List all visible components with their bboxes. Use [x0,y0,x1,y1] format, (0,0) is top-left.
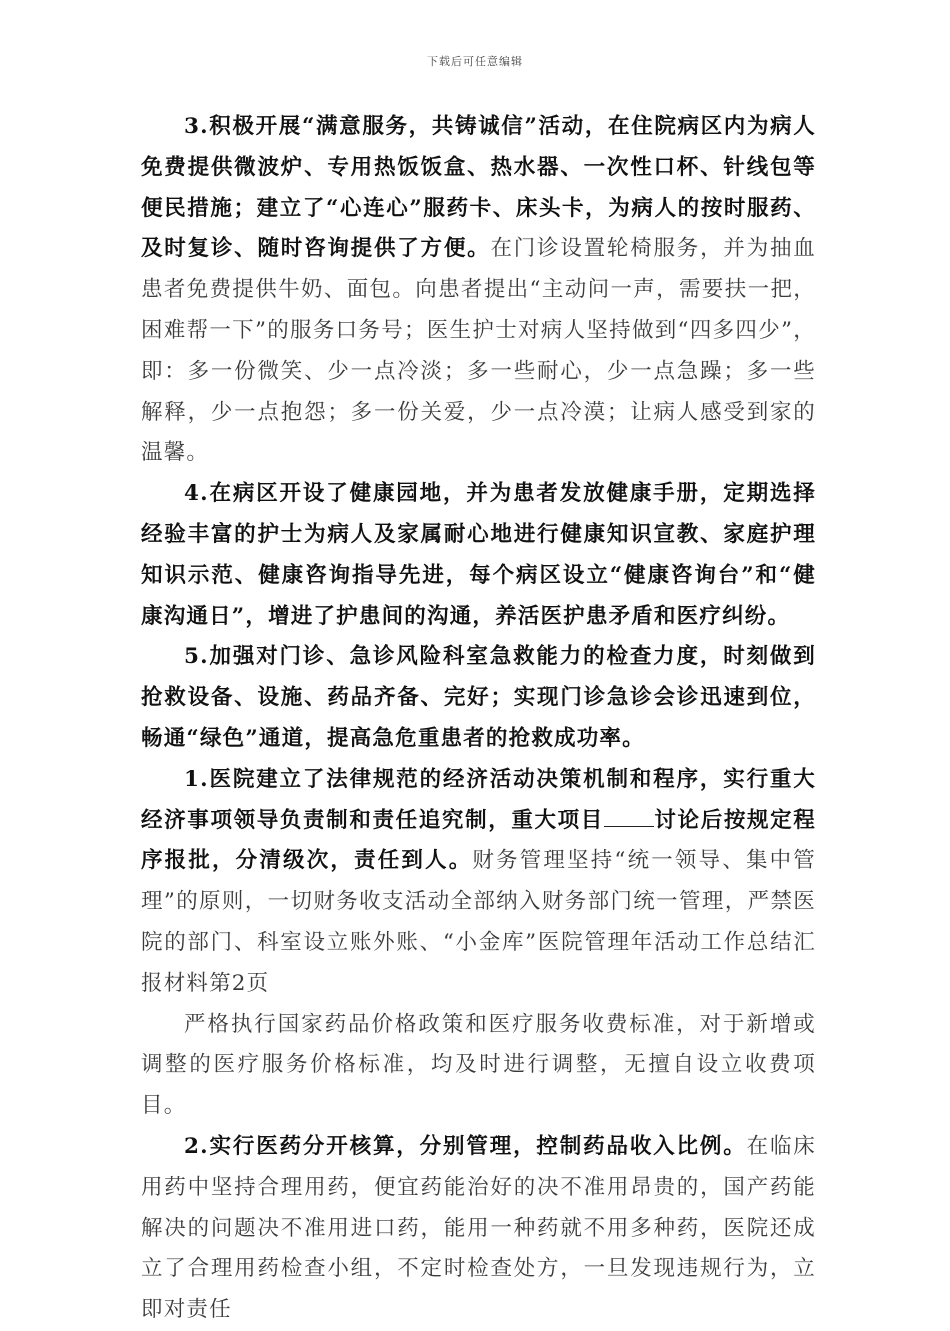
page-header: 下载后可任意编辑 [427,55,523,68]
paragraph-4 [141,474,816,637]
paragraph-bold-text: 2.实行医药分开核算，分别管理，控制药品收入比例。 [184,1133,747,1159]
paragraph-bold-text: 讨论后按规定程序报批，分清级次，责任到人。 [141,807,816,874]
document-body [141,107,816,1331]
paragraph-price [141,1005,816,1127]
paragraph-5 [141,637,816,759]
paragraph-bold-text: 1.医院建立了法律规范的经济活动决策机制和程序，实行重大经济事项领导负责制和责任追究制，重大项目 [141,766,816,833]
paragraph-text: 财务管理坚持“统一领导、集中管理”的原则，一切财务收支活动全部纳入财务部门统一管理，严禁医院的部门、科室设立账外账、“小金库”医院管理年活动工作总结汇报材料第2页 [141,848,816,996]
paragraph-3 [141,107,816,474]
paragraph-text: 严格执行国家药品价格政策和医疗服务收费标准，对于新增或调整的医疗服务价格标准，均及时进行调整，无擅自设立收费项目。 [141,1011,816,1119]
paragraph-text: 在门诊设置轮椅服务，并为抽血患者免费提供牛奶、面包。向患者提出“主动问一声，需要扶一把，困难帮一下”的服务口务号；医生护士对病人坚持做到“四多四少”，即：多一份微笑、少一点冷淡；多一些耐心，少一点急躁；多一些解释，少一点抱怨；多一份关爱，少一点冷漠；让病人感受到家的温馨。 [141,236,816,466]
paragraph-2 [141,1127,816,1331]
paragraph-bold-text: 5.加强对门诊、急诊风险科室急救能力的检查力度，时刻做到抢救设备、设施、药品齐备、完好；实现门诊急诊会诊迅速到位，畅通“绿色”通道，提高急危重患者的抢救成功率。 [141,644,816,751]
paragraph-text: 在临床用药中坚持合理用药，便宜药能治好的决不准用昂贵的，国产药能解决的问题决不准用进口药，能用一种药就不用多种药，医院还成立了合理用药检查小组，不定时检查处方，一旦发现违规行为，立即对责任 [141,1133,816,1323]
paragraph-1 [141,760,816,1005]
paragraph-bold-text: 4.在病区开设了健康园地，并为患者发放健康手册，定期选择经验丰富的护士为病人及家属耐心地进行健康知识宣教、家庭护理知识示范、健康咨询指导先进，每个病区设立“健康咨询台”和“健康沟通日”，增进了护患间的沟通，养活医护患矛盾和医疗纠纷。 [141,481,816,629]
fill-in-blank [604,808,654,827]
paragraph-bold-text: 3.积极开展“满意服务，共铸诚信”活动，在住院病区内为病人免费提供微波炉、专用热饭饭盒、热水器、一次性口杯、针线包等便民措施；建立了“心连心”服药卡、床头卡，为病人的按时服药、及时复诊、随时咨询提供了方便。 [141,114,816,262]
